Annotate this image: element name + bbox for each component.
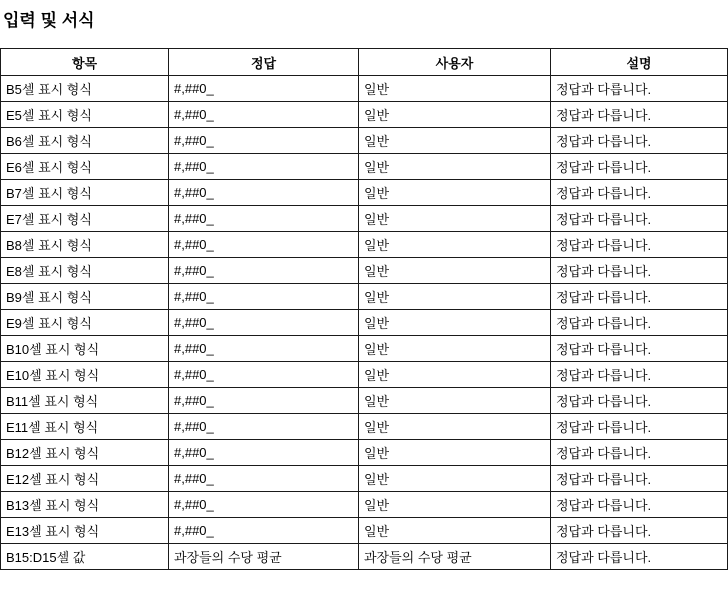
table-cell: 정답과 다릅니다. — [551, 180, 728, 206]
table-row — [1, 362, 728, 388]
table-cell: E7셀 표시 형식 — [1, 206, 169, 232]
table-row — [1, 544, 728, 570]
table-cell: 정답과 다릅니다. — [551, 154, 728, 180]
table-cell: 일반 — [359, 518, 551, 544]
table-row — [1, 336, 728, 362]
table-cell: 정답과 다릅니다. — [551, 544, 728, 570]
table-cell: 일반 — [359, 336, 551, 362]
table-cell: #,##0_ — [169, 76, 359, 102]
table-cell: #,##0_ — [169, 180, 359, 206]
table-cell: E11셀 표시 형식 — [1, 414, 169, 440]
table-row — [1, 180, 728, 206]
grading-table — [0, 48, 728, 570]
table-cell: 정답과 다릅니다. — [551, 492, 728, 518]
table-cell: 정답과 다릅니다. — [551, 128, 728, 154]
table-cell: 일반 — [359, 466, 551, 492]
table-cell: #,##0_ — [169, 154, 359, 180]
table-cell: B9셀 표시 형식 — [1, 284, 169, 310]
table-cell: 일반 — [359, 362, 551, 388]
table-cell: B12셀 표시 형식 — [1, 440, 169, 466]
table-row — [1, 466, 728, 492]
table-cell: E8셀 표시 형식 — [1, 258, 169, 284]
table-cell: 정답과 다릅니다. — [551, 310, 728, 336]
table-cell: 일반 — [359, 128, 551, 154]
table-header-row — [1, 49, 728, 76]
table-cell: #,##0_ — [169, 440, 359, 466]
column-header-description: 설명 — [551, 49, 728, 76]
table-cell: 일반 — [359, 232, 551, 258]
column-header-answer: 정답 — [169, 49, 359, 76]
table-cell: #,##0_ — [169, 466, 359, 492]
table-cell: 일반 — [359, 102, 551, 128]
table-cell: B15:D15셀 값 — [1, 544, 169, 570]
table-row — [1, 76, 728, 102]
table-row — [1, 284, 728, 310]
table-cell: 일반 — [359, 76, 551, 102]
table-cell: B10셀 표시 형식 — [1, 336, 169, 362]
table-cell: #,##0_ — [169, 258, 359, 284]
table-row — [1, 492, 728, 518]
table-cell: #,##0_ — [169, 310, 359, 336]
table-row — [1, 128, 728, 154]
table-cell: 과장들의 수당 평균 — [169, 544, 359, 570]
table-cell: 정답과 다릅니다. — [551, 518, 728, 544]
table-cell: #,##0_ — [169, 284, 359, 310]
table-cell: B6셀 표시 형식 — [1, 128, 169, 154]
table-cell: B5셀 표시 형식 — [1, 76, 169, 102]
table-cell: 정답과 다릅니다. — [551, 232, 728, 258]
table-cell: 정답과 다릅니다. — [551, 258, 728, 284]
table-cell: E13셀 표시 형식 — [1, 518, 169, 544]
table-row — [1, 388, 728, 414]
table-cell: E5셀 표시 형식 — [1, 102, 169, 128]
page-title: 입력 및 서식 — [3, 11, 95, 30]
table-row — [1, 518, 728, 544]
table-cell: 일반 — [359, 310, 551, 336]
table-row — [1, 102, 728, 128]
table-cell: E10셀 표시 형식 — [1, 362, 169, 388]
table-cell: B13셀 표시 형식 — [1, 492, 169, 518]
table-cell: 일반 — [359, 492, 551, 518]
table-cell: 일반 — [359, 206, 551, 232]
table-row — [1, 258, 728, 284]
table-cell: #,##0_ — [169, 362, 359, 388]
table-cell: 일반 — [359, 154, 551, 180]
table-cell: 정답과 다릅니다. — [551, 440, 728, 466]
table-cell: 과장들의 수당 평균 — [359, 544, 551, 570]
table-row — [1, 154, 728, 180]
table-row — [1, 206, 728, 232]
table-cell: #,##0_ — [169, 336, 359, 362]
table-cell: B8셀 표시 형식 — [1, 232, 169, 258]
table-body — [1, 76, 728, 570]
table-cell: E6셀 표시 형식 — [1, 154, 169, 180]
table-cell: 일반 — [359, 440, 551, 466]
table-cell: #,##0_ — [169, 206, 359, 232]
table-row — [1, 232, 728, 258]
table-cell: B11셀 표시 형식 — [1, 388, 169, 414]
table-row — [1, 414, 728, 440]
table-cell: 일반 — [359, 414, 551, 440]
table-cell: #,##0_ — [169, 518, 359, 544]
table-cell: 일반 — [359, 180, 551, 206]
table-cell: 일반 — [359, 284, 551, 310]
table-cell: #,##0_ — [169, 102, 359, 128]
table-header — [1, 49, 728, 76]
table-cell: #,##0_ — [169, 388, 359, 414]
table-cell: #,##0_ — [169, 232, 359, 258]
table-cell: 일반 — [359, 388, 551, 414]
table-cell: #,##0_ — [169, 128, 359, 154]
table-cell: 정답과 다릅니다. — [551, 414, 728, 440]
table-cell: 정답과 다릅니다. — [551, 388, 728, 414]
table-row — [1, 310, 728, 336]
table-cell: 정답과 다릅니다. — [551, 466, 728, 492]
table-cell: 정답과 다릅니다. — [551, 336, 728, 362]
table-cell: E12셀 표시 형식 — [1, 466, 169, 492]
table-cell: 정답과 다릅니다. — [551, 102, 728, 128]
table-cell: #,##0_ — [169, 492, 359, 518]
table-cell: 정답과 다릅니다. — [551, 206, 728, 232]
table-cell: B7셀 표시 형식 — [1, 180, 169, 206]
column-header-item: 항목 — [1, 49, 169, 76]
table-row — [1, 440, 728, 466]
column-header-user: 사용자 — [359, 49, 551, 76]
table-cell: E9셀 표시 형식 — [1, 310, 169, 336]
table-cell: 정답과 다릅니다. — [551, 76, 728, 102]
table-cell: #,##0_ — [169, 414, 359, 440]
table-cell: 정답과 다릅니다. — [551, 284, 728, 310]
table-cell: 정답과 다릅니다. — [551, 362, 728, 388]
table-cell: 일반 — [359, 258, 551, 284]
